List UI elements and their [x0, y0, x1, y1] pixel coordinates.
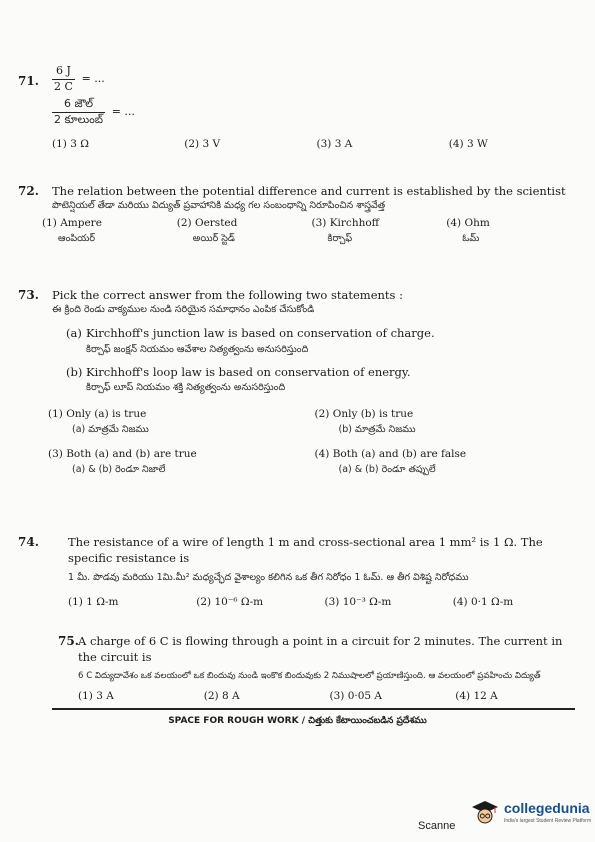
option-label-telugu: (b) మాత్రమే నిజము: [338, 424, 416, 436]
option-label: (4) Both (a) and (b) are false: [314, 447, 467, 460]
fraction: [52, 97, 105, 128]
statement-text: Kirchhoff's junction law is based on conservation of charge.: [86, 326, 435, 341]
option-label-telugu: (a) మాత్రమే నిజము: [72, 424, 149, 436]
question-number: 74.: [18, 535, 39, 549]
option-label: (1) Only (a) is true: [48, 407, 147, 420]
question-75: [18, 634, 581, 703]
option-1[interactable]: (1) 1 Ω-m: [68, 595, 119, 608]
option-1[interactable]: [42, 216, 177, 245]
option-1[interactable]: [48, 407, 315, 437]
statement-b: [66, 365, 581, 395]
question-body: [48, 288, 581, 477]
question-body: [78, 634, 581, 703]
option-4[interactable]: [446, 216, 581, 245]
option-label-telugu: ఓమ్: [462, 232, 480, 244]
statement-label: (a): [66, 326, 82, 341]
options: [68, 595, 581, 609]
options: [78, 689, 581, 703]
question-text: A charge of 6 C is flowing through a point in a circuit for 2 minutes. The current in the circuit is: [78, 634, 563, 664]
question-number: 72.: [18, 184, 39, 198]
question-text: The resistance of a wire of length 1 m and cross-sectional area 1 mm² is 1 Ω. The specific resistance is: [68, 535, 543, 565]
divider: [52, 708, 575, 710]
logo-text: collegedunia: [504, 800, 590, 816]
question-text: Pick the correct answer from the following two statements :: [52, 288, 403, 302]
question-body: [68, 535, 581, 609]
option-label: (4) Ohm: [446, 217, 490, 230]
options: [52, 137, 581, 151]
option-label-telugu: ఆంపియర్: [58, 232, 96, 244]
question-text-telugu: 6 C విద్యుదావేశం ఒక వలయంలో ఒక బిందువు నుండి ఇంకొక బిందువుకు 2 నిముషాలలో ప్రయాణిస్తుంది. ఆ వలయంలో ప్రవహించు విద్యుత్: [78, 671, 541, 682]
collegedunia-logo: [470, 798, 590, 828]
option-1[interactable]: (1) 3 Ω: [52, 138, 89, 151]
option-label: (2) Oersted: [176, 217, 238, 230]
option-label: (1) Ampere: [42, 217, 102, 230]
option-3[interactable]: [312, 216, 447, 245]
option-label-telugu: కిర్చాఫ్: [327, 232, 353, 244]
option-2[interactable]: [315, 407, 582, 437]
question-text-telugu: ఈ క్రింది రెండు వాక్యముల నుండి సరియైన సమాధానం ఎంపిక చేసుకోండి: [52, 303, 315, 315]
question-number: 75.: [58, 634, 79, 648]
fraction-denominator: 2 కూలుంబ్: [54, 112, 104, 126]
question-body: [42, 184, 581, 245]
options: [42, 216, 581, 245]
question-number: 73.: [18, 288, 39, 302]
option-2[interactable]: (2) 8 A: [203, 689, 240, 702]
statement-text-telugu: కిర్చాఫ్ జంక్షన్ నియమం ఆవేశాల నిత్యత్వంను అనుసరిస్తుంది: [86, 343, 309, 355]
question-71: [18, 64, 581, 152]
question-text: The relation between the potential difference and current is established by the scientist: [52, 184, 566, 198]
fraction-numerator: 6 J: [52, 64, 75, 80]
scanner-watermark: Scanne: [418, 820, 456, 832]
option-4[interactable]: (4) 0·1 Ω-m: [452, 595, 514, 608]
option-4[interactable]: (4) 3 W: [448, 138, 488, 151]
option-3[interactable]: [48, 447, 315, 477]
statement-text-telugu: కిర్చాఫ్ లూప్ నియమం శక్తి నిత్యత్వంను అనుసరిస్తుంది: [86, 382, 286, 394]
option-3[interactable]: (3) 0·05 A: [329, 689, 383, 702]
option-label: (3) Kirchhoff: [311, 217, 380, 230]
option-label-telugu: (a) & (b) రెండూ తప్పులే: [338, 464, 436, 476]
option-3[interactable]: (3) 3 A: [316, 138, 353, 151]
option-label: (3) Both (a) and (b) are true: [48, 447, 197, 460]
statement-text: Kirchhoff's loop law is based on conservation of energy.: [86, 364, 411, 379]
fraction-numerator: 6 జౌల్: [52, 97, 105, 113]
rough-work-label: SPACE FOR ROUGH WORK / చిత్తుకు కేటాయించబడిన ప్రదేశము: [168, 716, 427, 726]
option-1[interactable]: (1) 3 A: [78, 689, 114, 702]
option-2[interactable]: (2) 10⁻⁶ Ω-m: [196, 595, 264, 608]
option-4[interactable]: [315, 447, 582, 477]
option-4[interactable]: (4) 12 A: [455, 689, 498, 702]
option-label: (2) Only (b) is true: [314, 407, 414, 420]
option-2[interactable]: (2) 3 V: [184, 138, 221, 151]
option-label-telugu: అయిర్ స్టెడ్: [192, 232, 235, 244]
logo-tagline: India's largest Student Review Platform: [504, 818, 592, 824]
statement-label: (b): [66, 364, 83, 379]
question-73: [18, 288, 581, 477]
question-72: [18, 184, 581, 245]
statement-a: [66, 326, 581, 356]
question-number: 71.: [18, 74, 39, 88]
option-2[interactable]: [177, 216, 312, 245]
question-text-telugu: పొటెన్షియల్ తేడా మరియు విద్యుత్ ప్రవాహానికి మధ్య గల సంబంధాన్ని నిరూపించిన శాస్త్రవేత్త: [52, 199, 386, 211]
question-body: [52, 64, 581, 152]
options: [48, 407, 581, 477]
fraction-denominator: 2 C: [54, 79, 73, 93]
question-74: [18, 535, 581, 609]
option-3[interactable]: (3) 10⁻³ Ω-m: [324, 595, 392, 608]
question-text-telugu: 1 మీ. పొడవు మరియు 1మి.మీ² మధ్యచ్ఛేద వైశాల్యం కలిగిన ఒక తీగ నిరోధం 1 ఓమ్. ఆ తీగ విశిష్ట నిరోధము: [68, 572, 469, 584]
fraction: [52, 64, 75, 95]
fraction-tail: = ...: [81, 71, 105, 85]
graduate-icon: [470, 798, 500, 828]
fraction-tail: = ...: [111, 104, 135, 118]
option-label-telugu: (a) & (b) రెండూ నిజాలే: [72, 464, 166, 476]
